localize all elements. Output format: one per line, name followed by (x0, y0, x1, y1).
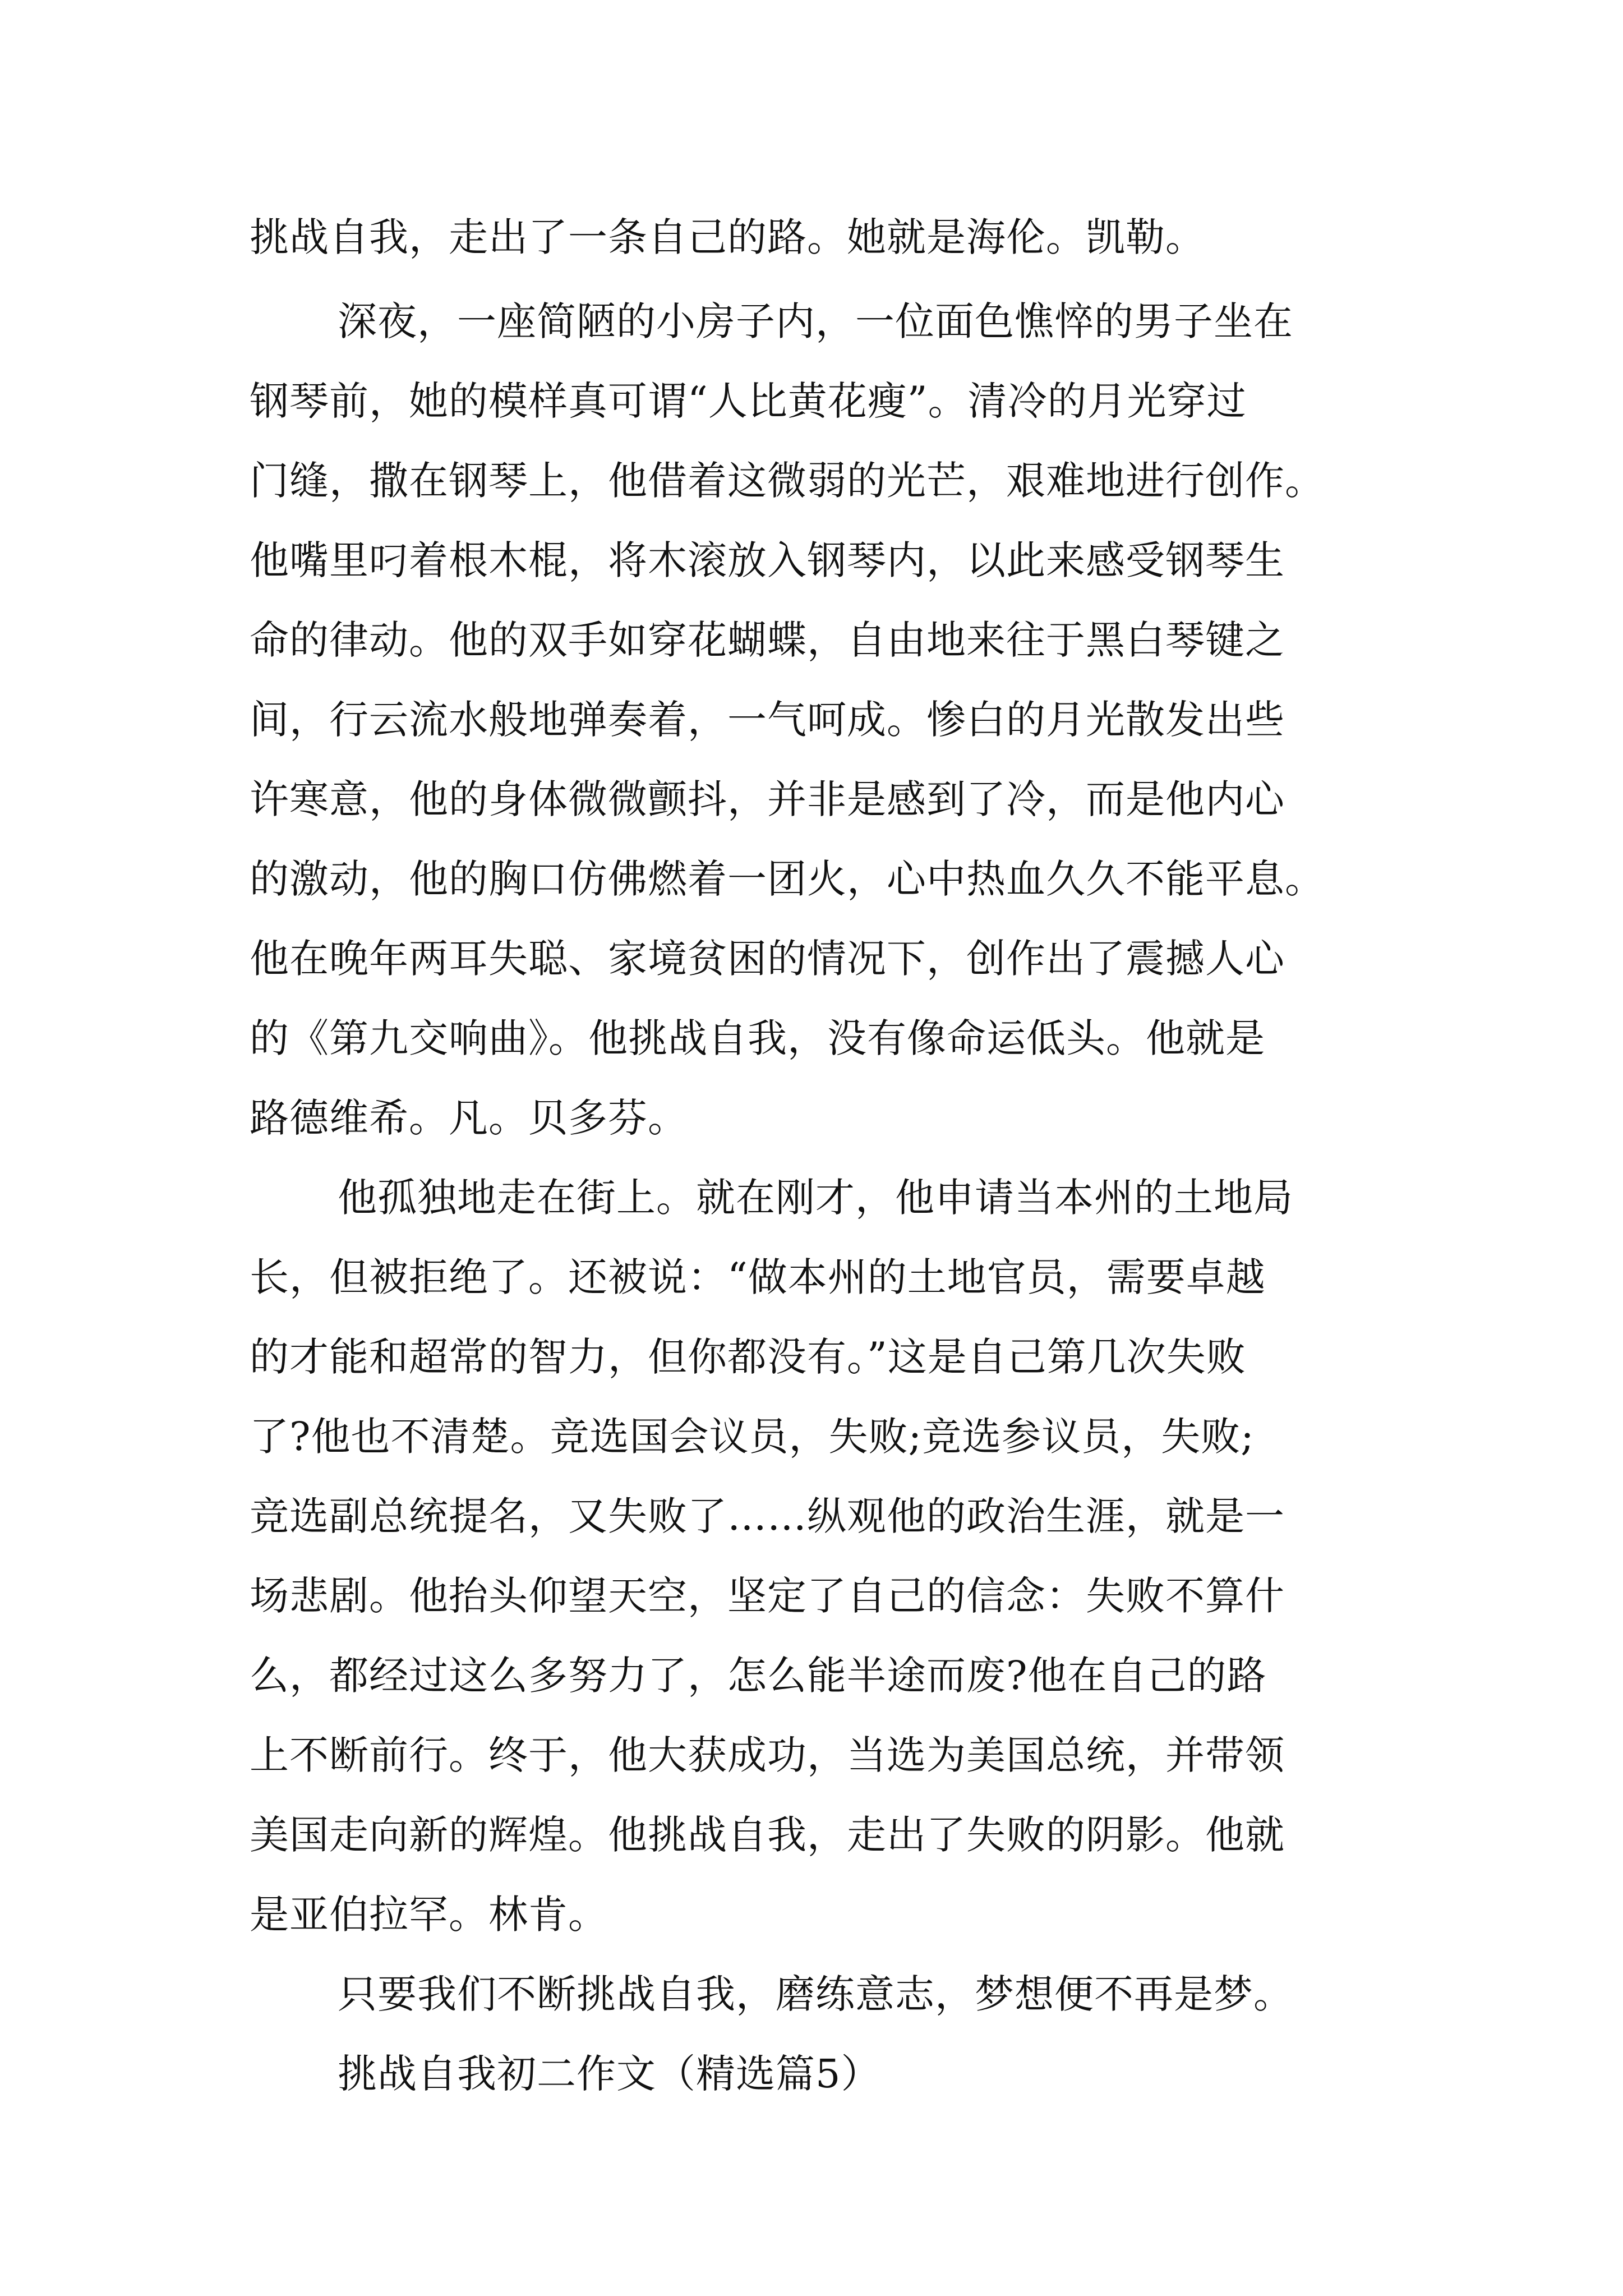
text-line-3: 钢琴前，她的模样真可谓“人比黄花瘦”。清冷的月光穿过 (250, 378, 1247, 424)
text-line-18: 场悲剧。他抬头仰望天空，坚定了自己的信念：失败不算什 (250, 1573, 1285, 1619)
text-line-21: 美国走向新的辉煌。他挑战自我，走出了失败的阴影。他就 (250, 1812, 1285, 1858)
text-line-16: 了?他也不清楚。竞选国会议员，失败;竞选参议员，失败; (250, 1414, 1255, 1460)
text-line-9: 的激动，他的胸口仿佛燃着一团火，心中热血久久不能平息。 (250, 856, 1325, 902)
text-line-12: 路德维希。凡。贝多芬。 (250, 1095, 688, 1141)
text-line-6: 命的律动。他的双手如穿花蝴蝶，自由地来往于黑白琴键之 (250, 617, 1285, 663)
text-line-14: 长，但被拒绝了。还被说：“做本州的土地官员，需要卓越 (250, 1254, 1266, 1300)
paragraph-start-line: 他孤独地走在街上。就在刚才，他申请当本州的土地局 (338, 1175, 1293, 1221)
text-line-10: 他在晚年两耳失聪、家境贫困的情况下，创作出了震撼人心 (250, 936, 1285, 982)
text-line-20: 上不断前行。终于，他大获成功，当选为美国总统，并带领 (250, 1732, 1285, 1778)
text-line-5: 他嘴里叼着根木棍，将木滚放入钢琴内，以此来感受钢琴生 (250, 537, 1285, 583)
text-line-4: 门缝，撒在钢琴上，他借着这微弱的光芒，艰难地进行创作。 (250, 458, 1325, 504)
text-line-11: 的《第九交响曲》。他挑战自我，没有像命运低头。他就是 (250, 1015, 1265, 1061)
text-line-17: 竞选副总统提名，又失败了……纵观他的政治生涯，就是一 (250, 1493, 1285, 1539)
paragraph-start-line: 深夜，一座简陋的小房子内，一位面色憔悴的男子坐在 (338, 298, 1293, 344)
text-line-19: 么，都经过这么多努力了，怎么能半途而废?他在自己的路 (250, 1653, 1267, 1699)
text-line-15: 的才能和超常的智力，但你都没有。”这是自己第几次失败 (250, 1334, 1246, 1380)
text-line-22: 是亚伯拉罕。林肯。 (250, 1892, 608, 1938)
text-line-7: 间，行云流水般地弹奏着，一气呵成。惨白的月光散发出些 (250, 697, 1285, 743)
section-heading: 挑战自我初二作文（精选篇5） (338, 2051, 881, 2097)
text-line-8: 许寒意，他的身体微微颤抖，并非是感到了冷，而是他内心 (250, 776, 1285, 822)
text-line-1: 挑战自我，走出了一条自己的路。她就是海伦。凯勒。 (250, 214, 1205, 260)
paragraph-start-line: 只要我们不断挑战自我，磨练意志，梦想便不再是梦。 (338, 1971, 1293, 2017)
